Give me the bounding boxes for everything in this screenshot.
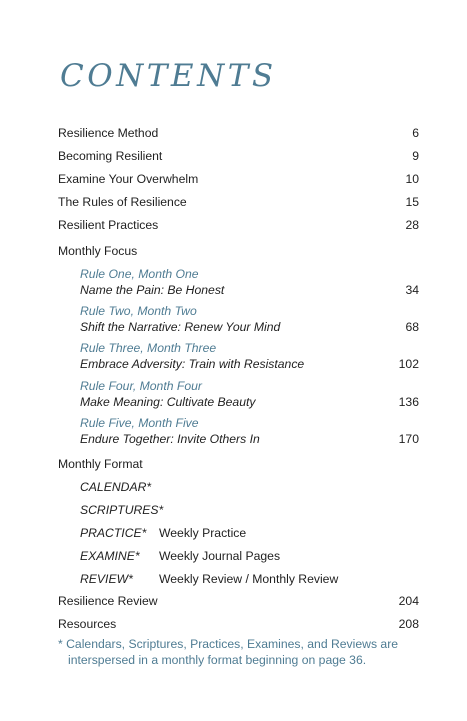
toc-entry-page: 10 [405, 172, 419, 186]
toc-entry-label: Becoming Resilient [58, 149, 163, 163]
toc-entry[interactable] [58, 194, 419, 210]
format-key: REVIEW* [80, 572, 133, 586]
toc-entry-page: 9 [412, 149, 419, 163]
focus-page: 102 [398, 357, 419, 371]
format-desc: Weekly Journal Pages [159, 549, 281, 563]
format-key: CALENDAR* [80, 480, 152, 494]
toc-entry-label: Examine Your Overwhelm [58, 172, 199, 186]
toc-entry-label: Resilience Method [58, 126, 159, 140]
focus-page: 136 [398, 395, 419, 409]
toc-entry[interactable] [58, 593, 419, 609]
toc-entry[interactable] [58, 125, 419, 141]
footnote-line: interspersed in a monthly format beginning on page 36. [68, 652, 367, 667]
focus-rule: Rule Five, Month Five [80, 416, 199, 430]
toc-entry-page: 204 [398, 594, 419, 608]
focus-item[interactable] [80, 415, 419, 447]
focus-title: Make Meaning: Cultivate Beauty [80, 395, 256, 409]
focus-title: Embrace Adversity: Train with Resistance [80, 357, 305, 371]
page-title: CONTENTS [60, 58, 277, 94]
focus-title: Name the Pain: Be Honest [80, 283, 225, 297]
toc-entry[interactable] [58, 217, 419, 233]
focus-item[interactable] [80, 340, 419, 372]
format-desc: Weekly Practice [159, 526, 247, 540]
focus-rule: Rule One, Month One [80, 267, 199, 281]
format-item[interactable] [80, 548, 280, 564]
focus-page: 170 [398, 432, 419, 446]
toc-entry[interactable] [58, 616, 419, 632]
focus-item[interactable] [80, 378, 419, 410]
focus-title: Shift the Narrative: Renew Your Mind [80, 320, 281, 334]
format-desc: Weekly Review / Monthly Review [159, 572, 339, 586]
focus-title: Endure Together: Invite Others In [80, 432, 260, 446]
section-heading: Monthly Format [58, 457, 143, 471]
format-item[interactable] [80, 502, 164, 518]
format-item[interactable] [80, 479, 159, 495]
toc-entry-page: 208 [398, 617, 419, 631]
toc-entry-label: Resources [58, 617, 117, 631]
section-heading: Monthly Focus [58, 244, 138, 258]
monthly-format-heading [58, 456, 419, 472]
toc-entry-page: 28 [405, 218, 419, 232]
toc-entry-label: Resilient Practices [58, 218, 159, 232]
format-key: SCRIPTURES* [80, 503, 164, 517]
toc-entry-label: Resilience Review [58, 594, 158, 608]
focus-rule: Rule Four, Month Four [80, 379, 202, 393]
footnote [58, 637, 427, 668]
format-item[interactable] [80, 525, 246, 541]
focus-item[interactable] [80, 303, 419, 335]
toc-entry-label: The Rules of Resilience [58, 195, 187, 209]
toc-entry[interactable] [58, 171, 419, 187]
toc-entry-page: 15 [405, 195, 419, 209]
focus-item[interactable] [80, 266, 419, 298]
format-key: PRACTICE* [80, 526, 147, 540]
toc-entry[interactable] [58, 148, 419, 164]
format-item[interactable] [80, 571, 338, 587]
monthly-focus-heading [58, 243, 419, 259]
focus-page: 34 [405, 283, 419, 297]
footnote-line: * Calendars, Scriptures, Practices, Examines, and Reviews are [58, 637, 399, 651]
focus-page: 68 [405, 320, 419, 334]
format-key: EXAMINE* [80, 549, 140, 563]
focus-rule: Rule Two, Month Two [80, 304, 197, 318]
focus-rule: Rule Three, Month Three [80, 341, 217, 355]
toc-entry-page: 6 [412, 126, 419, 140]
